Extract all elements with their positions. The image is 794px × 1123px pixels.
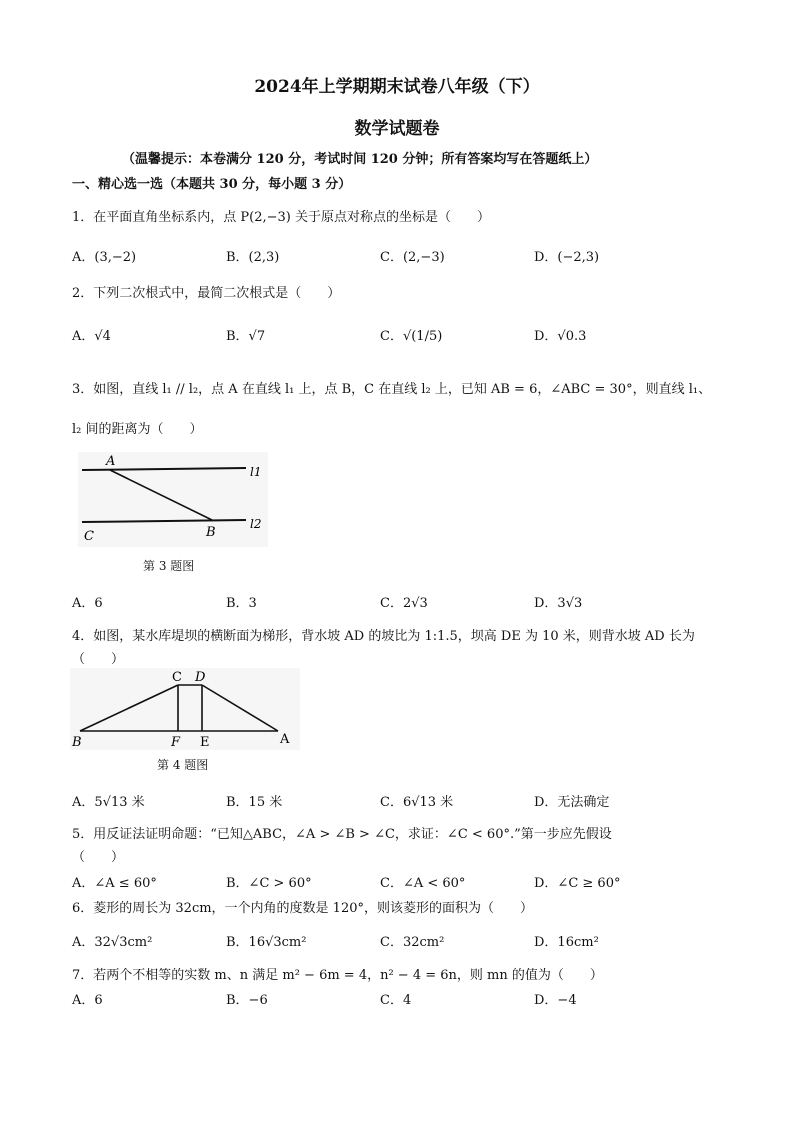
question-2-stem: 2．下列二次根式中，最简二次根式是（ ） [72, 286, 341, 301]
exam-notice: （温馨提示：本卷满分 120 分，考试时间 120 分钟；所有答案均写在答题纸上） [122, 152, 598, 167]
q5-option-c: C．∠A < 60° [380, 876, 466, 891]
q1-option-b: B．(2,3) [226, 250, 280, 265]
q7-option-b: B．−6 [226, 993, 268, 1008]
q4-label-a: A [280, 732, 290, 747]
q5-option-d: D．∠C ≥ 60° [534, 876, 621, 891]
question-6-stem: 6．菱形的周长为 32cm，一个内角的度数是 120°，则该菱形的面积为（ ） [72, 901, 533, 916]
question-4-stem-line2: （ ） [72, 652, 125, 667]
q7-option-a: A．6 [72, 993, 103, 1008]
q2-option-c: C．√(1/5) [380, 329, 443, 344]
q4-label-f: F [171, 735, 181, 750]
q4-option-b: B．15 米 [226, 795, 283, 810]
q3-label-l1: l1 [250, 465, 262, 479]
question-3-caption: 第 3 题图 [143, 559, 195, 573]
q1-option-c: C．(2,−3) [380, 250, 445, 265]
q6-option-b: B．16√3cm² [226, 935, 307, 950]
q1-option-a: A．(3,−2) [72, 250, 137, 265]
question-4-caption: 第 4 题图 [157, 758, 209, 772]
exam-subtitle: 数学试题卷 [354, 119, 440, 139]
question-3-figure [78, 452, 268, 547]
q1-option-d: D．(−2,3) [534, 250, 600, 265]
q3-option-b: B．3 [226, 596, 257, 611]
q5-option-a: A．∠A ≤ 60° [72, 876, 157, 891]
q3-option-d: D．3√3 [534, 596, 583, 611]
q3-label-a: A [106, 454, 116, 469]
q2-option-b: B．√7 [226, 329, 266, 344]
q3-option-a: A．6 [72, 596, 103, 611]
q3-label-l2: l2 [250, 517, 262, 531]
q4-label-b: B [72, 735, 82, 750]
question-4-stem-line1: 4．如图，某水库堤坝的横断面为梯形，背水坡 AD 的坡比为 1:1.5，坝高 DE 为 10 米，则背水坡 AD 长为 [72, 629, 695, 644]
question-5-stem-line1: 5．用反证法证明命题：“已知△ABC，∠A > ∠B > ∠C，求证：∠C < 60°.”第一步应先假设 [72, 827, 612, 842]
q6-option-c: C．32cm² [380, 935, 445, 950]
q6-option-a: A．32√3cm² [72, 935, 153, 950]
q3-label-c: C [84, 529, 94, 544]
q4-label-e: E [200, 735, 210, 750]
exam-title: 2024年上学期期末试卷八年级（下） [254, 77, 540, 97]
question-3-stem-line2: l₂ 间的距离为（ ） [72, 422, 203, 437]
q4-option-a: A．5√13 米 [72, 795, 145, 810]
question-7-stem: 7．若两个不相等的实数 m、n 满足 m² − 6m = 4，n² − 4 = 6n，则 mn 的值为（ ） [72, 968, 603, 983]
q4-option-c: C．6√13 米 [380, 795, 454, 810]
q4-label-c: C [172, 670, 182, 685]
q2-option-a: A．√4 [72, 329, 111, 344]
q2-option-d: D．√0.3 [534, 329, 587, 344]
q7-option-c: C．4 [380, 993, 412, 1008]
q4-label-d: D [195, 670, 206, 685]
q4-option-d: D．无法确定 [534, 795, 610, 810]
q3-option-c: C．2√3 [380, 596, 428, 611]
section-heading: 一、精心选一选（本题共 30 分，每小题 3 分） [72, 177, 352, 192]
question-1-stem: 1．在平面直角坐标系内，点 P(2,−3) 关于原点对称点的坐标是（ ） [72, 210, 490, 225]
question-4-figure [70, 668, 300, 750]
q3-label-b: B [206, 525, 216, 540]
question-3-stem-line1: 3．如图，直线 l₁ // l₂，点 A 在直线 l₁ 上，点 B，C 在直线 l₂ 上，已知 AB = 6，∠ABC = 30°，则直线 l₁、 [72, 382, 712, 397]
q5-option-b: B．∠C > 60° [226, 876, 312, 891]
question-5-stem-line2: （ ） [72, 850, 125, 865]
q6-option-d: D．16cm² [534, 935, 599, 950]
q7-option-d: D．−4 [534, 993, 577, 1008]
